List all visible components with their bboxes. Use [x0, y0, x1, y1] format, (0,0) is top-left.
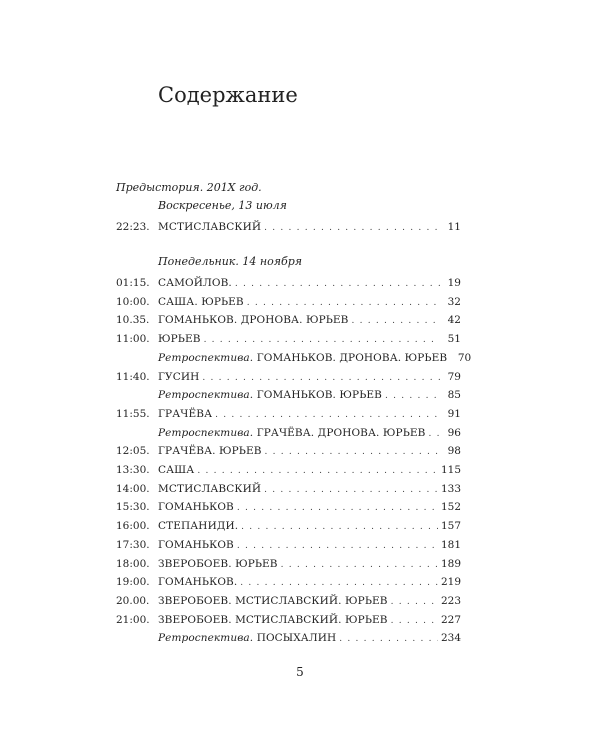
entry-time: 01:15.: [116, 277, 150, 289]
monday-date: Понедельник. 14 ноября: [158, 255, 303, 268]
entry-time: 10:00.: [116, 295, 150, 308]
entry-time: 11:55.: [116, 407, 150, 420]
entry-label-text: ГОМАНЬКОВ. ДРОНОВА. ЮРЬЕВ: [256, 351, 448, 364]
entry-page: 157: [440, 520, 461, 533]
dot-leader: [241, 518, 438, 536]
entry-label-text: ГРАЧЁВА. ДРОНОВА. ЮРЬЕВ: [256, 426, 426, 439]
dot-leader: [204, 331, 440, 349]
entry-label: [158, 311, 349, 329]
toc-entry[interactable]: [116, 405, 461, 423]
dot-leader: [237, 499, 438, 517]
entry-label: [158, 330, 201, 348]
entry-page: 85: [447, 389, 461, 402]
entry-page: 11: [447, 221, 461, 233]
toc-entry[interactable]: [116, 311, 461, 329]
entry-label-text: ЮРЬЕВ: [158, 333, 201, 346]
retrospective-prefix: Ретроспектива.: [158, 389, 254, 402]
entry-label: [158, 498, 234, 516]
dot-leader: [352, 312, 441, 330]
prehistory-date: Воскресенье, 13 июля: [158, 199, 287, 212]
entry-page: 70: [457, 351, 472, 364]
dot-leader: [264, 219, 440, 237]
toc-entry[interactable]: [116, 555, 461, 573]
entry-label: [158, 461, 194, 479]
entry-label-text: ГОМАНЬКОВ. ЮРЬЕВ: [256, 389, 382, 402]
entry-label: [158, 368, 199, 386]
toc-entry[interactable]: [116, 573, 461, 591]
entry-time: 22:23.: [116, 221, 150, 233]
entry-time: 19:00.: [116, 576, 150, 589]
entry-label: [158, 386, 382, 404]
entry-page: 79: [447, 370, 461, 383]
retrospective-prefix: Ретроспектива.: [158, 426, 254, 439]
toc-entry[interactable]: [116, 536, 461, 554]
entry-page: 98: [447, 445, 461, 458]
entry-label-text: САША: [158, 464, 195, 476]
entry-label-text: ГОМАНЬКОВ: [158, 538, 234, 551]
toc-entry[interactable]: [158, 386, 461, 404]
entry-label: [158, 536, 234, 554]
entry-time: 18:00.: [116, 557, 150, 570]
entry-page: 223: [440, 594, 461, 607]
entry-page: 189: [440, 557, 461, 570]
entry-time: 15:30.: [116, 501, 150, 514]
entry-time: 11:40.: [116, 370, 150, 383]
dot-leader: [264, 481, 438, 499]
page-title: Содержание: [158, 83, 298, 107]
entry-label-text: ЗВЕРОБОЕВ. ЮРЬЕВ: [158, 557, 278, 570]
entry-label: [158, 629, 336, 647]
entry-label: [158, 293, 244, 311]
entry-page: 133: [440, 482, 461, 495]
toc-entry[interactable]: [116, 517, 461, 535]
entry-label: [158, 405, 212, 423]
entry-page: 219: [440, 576, 461, 589]
toc-entry[interactable]: [158, 629, 461, 647]
entry-label: [158, 573, 237, 591]
page-number: 5: [296, 665, 304, 679]
dot-leader: [235, 275, 440, 293]
entry-label-text: СТЕПАНИДИ.: [158, 520, 239, 533]
entry-label: [158, 592, 388, 610]
toc-entry[interactable]: [116, 330, 461, 348]
dot-leader: [339, 630, 438, 648]
dot-leader: [391, 612, 438, 630]
entry-label: [158, 611, 388, 629]
dot-leader: [215, 406, 440, 424]
entry-label: [158, 555, 278, 573]
entry-label-text: ГУСИН: [158, 370, 200, 383]
toc-entry[interactable]: [116, 274, 461, 292]
entry-time: 10.35.: [116, 314, 150, 327]
toc-entry[interactable]: [116, 293, 461, 311]
entry-label: МСТИСЛАВСКИЙ: [158, 221, 262, 233]
entry-label-text: ГОМАНЬКОВ: [158, 501, 234, 514]
toc-entry[interactable]: [158, 349, 472, 367]
entry-page: 234: [440, 632, 461, 645]
toc-entry[interactable]: [116, 368, 461, 386]
entry-label: [158, 349, 447, 367]
dot-leader: [237, 537, 438, 555]
entry-label-text: МСТИСЛАВСКИЙ: [158, 482, 262, 495]
entry-page: 42: [447, 314, 461, 327]
entry-time: 21:00.: [116, 613, 150, 626]
dot-leader: [428, 425, 440, 443]
entry-label-text: ГРАЧЁВА: [158, 407, 213, 420]
entry-label: [158, 274, 232, 292]
dot-leader: [197, 462, 438, 480]
entry-time: 14:00.: [116, 482, 150, 495]
entry-page: 91: [447, 407, 461, 420]
dot-leader: [281, 556, 438, 574]
entry-label: [158, 442, 262, 460]
retrospective-prefix: Ретроспектива.: [158, 351, 254, 364]
toc-entry[interactable]: [116, 498, 461, 516]
entry-page: 115: [440, 464, 461, 476]
toc-entry[interactable]: [116, 480, 461, 498]
toc-entry[interactable]: [158, 424, 461, 442]
entry-label-text: ЗВЕРОБОЕВ. МСТИСЛАВСКИЙ. ЮРЬЕВ: [158, 594, 388, 607]
dot-leader: [265, 443, 440, 461]
entry-label: [158, 424, 425, 442]
toc-entry[interactable]: [116, 442, 461, 460]
entry-label-text: ГОМАНЬКОВ. ДРОНОВА. ЮРЬЕВ: [158, 314, 349, 327]
entry-label-text: ГОМАНЬКОВ.: [158, 576, 238, 589]
entry-page: 96: [447, 426, 461, 439]
dot-leader: [391, 593, 438, 611]
retrospective-prefix: Ретроспектива.: [158, 632, 254, 645]
entry-label: [158, 480, 261, 498]
entry-page: 181: [440, 538, 461, 551]
entry-time: 13:30.: [116, 464, 150, 476]
prehistory-heading: Предыстория. 201X год.: [116, 181, 262, 194]
toc-entry[interactable]: [116, 592, 461, 610]
toc-entry[interactable]: [116, 461, 461, 479]
entry-page: 32: [447, 295, 461, 308]
entry-time: 17:30.: [116, 538, 150, 551]
dot-leader: [202, 369, 440, 387]
dot-leader: [385, 387, 440, 405]
entry-time: 12:05.: [116, 445, 150, 458]
dot-leader: [240, 574, 438, 592]
entry-label-text: ЗВЕРОБОЕВ. МСТИСЛАВСКИЙ. ЮРЬЕВ: [158, 613, 388, 626]
entry-page: 152: [440, 501, 461, 514]
entry-page: 19: [447, 277, 461, 289]
entry-label-text: ПОСЫХАЛИН: [256, 632, 337, 645]
dot-leader: [247, 294, 440, 312]
entry-page: 227: [440, 613, 461, 626]
entry-label: [158, 517, 238, 535]
entry-time: 20.00.: [116, 594, 150, 607]
entry-label-text: САША. ЮРЬЕВ: [158, 295, 244, 308]
entry-time: 16:00.: [116, 520, 150, 533]
entry-page: 51: [447, 333, 461, 346]
toc-entry[interactable]: [116, 611, 461, 629]
toc-entry[interactable]: [116, 218, 461, 236]
entry-label-text: САМОЙЛОВ.: [158, 277, 232, 289]
entry-time: 11:00.: [116, 333, 150, 346]
entry-label-text: ГРАЧЁВА. ЮРЬЕВ: [158, 445, 262, 458]
